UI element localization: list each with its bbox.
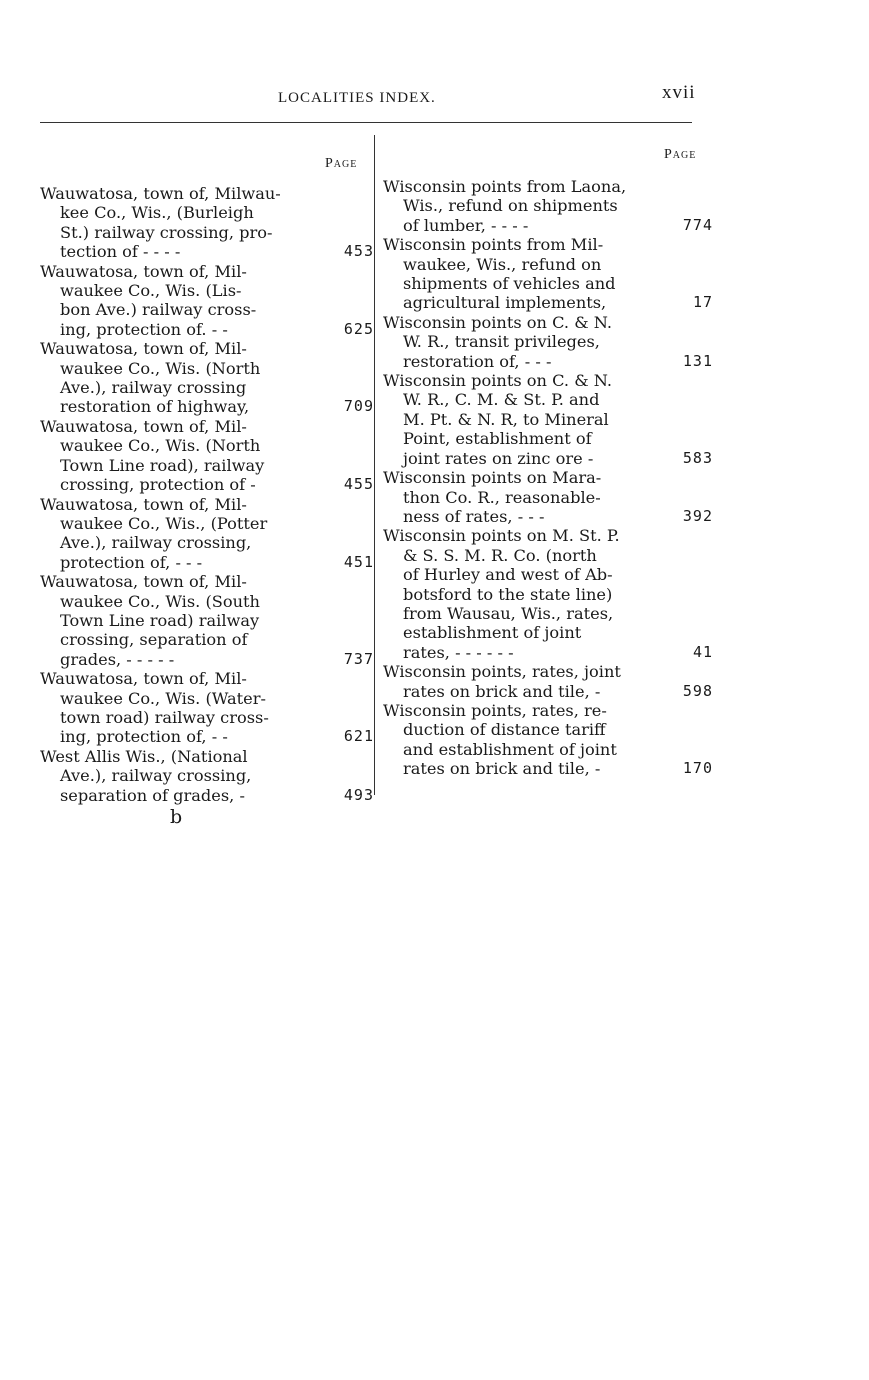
entry-page-number: 455 <box>343 475 374 494</box>
entry-page-number: 493 <box>343 785 374 804</box>
entry-text-line: ing, protection of. - - <box>60 319 228 339</box>
index-entry <box>383 313 713 371</box>
index-entry <box>40 184 380 262</box>
entry-text-line: separation of grades, - <box>60 785 245 805</box>
entry-text-line: Wauwatosa, town of, Milwau- <box>40 184 281 203</box>
entry-page-number: 621 <box>343 727 374 746</box>
entry-text-line: restoration of, - - - <box>403 351 552 371</box>
entry-text-line: crossing, protection of - <box>60 475 256 495</box>
entry-text-line: Town Line road) railway <box>60 610 260 630</box>
index-entry <box>40 495 380 573</box>
entry-text-line: rates on brick and tile, - <box>403 759 601 779</box>
index-entry <box>383 468 713 526</box>
entry-text-line: protection of, - - - <box>60 552 203 572</box>
index-entry <box>383 701 713 779</box>
index-entry <box>40 417 380 495</box>
entry-text-line: Wauwatosa, town of, Mil- <box>40 494 247 514</box>
entry-text-line: Wisconsin points from Mil- <box>383 235 604 255</box>
entry-text-line: of Hurley and west of Ab- <box>403 565 613 585</box>
entry-text-line: establishment of joint <box>403 623 582 643</box>
entry-text-line: restoration of highway, <box>60 397 250 417</box>
entry-text-line: waukee Co., Wis. (Lis- <box>60 281 242 301</box>
entry-text-line: thon Co. R., reasonable- <box>403 487 601 507</box>
entry-text-line: West Allis Wis., (National <box>40 746 248 766</box>
entry-text-line: waukee Co., Wis. (South <box>60 591 260 611</box>
signature-mark: b <box>170 806 183 828</box>
entry-text-line: and establishment of joint <box>403 739 617 759</box>
entry-text-line: waukee Co., Wis., (Potter <box>60 513 268 533</box>
entry-text-line: joint rates on zinc ore - <box>403 448 594 468</box>
entry-text-line: waukee Co., Wis. (North <box>60 358 261 378</box>
entry-text-line: W. R., C. M. & St. P. and <box>403 390 600 410</box>
entry-text-line: waukee Co., Wis. (Water- <box>60 688 266 708</box>
index-entry <box>383 235 713 313</box>
entry-text-line: Wisconsin points, rates, re- <box>383 700 607 720</box>
index-entry <box>383 371 713 468</box>
entry-text-line: Point, establishment of <box>403 429 592 449</box>
entry-page-number: 774 <box>682 215 713 234</box>
entry-page-number: 737 <box>343 649 374 668</box>
right-column-heading: Page <box>664 147 697 162</box>
entry-text-line: Wis., refund on shipments <box>403 196 618 216</box>
entry-text-line: Wauwatosa, town of, Mil- <box>40 261 247 281</box>
entry-text-line: tection of - - - - <box>60 242 181 262</box>
entry-text-line: from Wausau, Wis., rates, <box>403 603 614 623</box>
entry-text-line: agricultural implements, <box>403 293 607 313</box>
entry-text-line: ness of rates, - - - <box>403 506 545 526</box>
page-number: xvii <box>662 82 696 103</box>
entry-text-line: Wisconsin points on C. & N. <box>383 371 613 391</box>
entry-text-line: town road) railway cross- <box>60 707 269 727</box>
entry-text-line: rates on brick and tile, - <box>403 681 601 701</box>
entry-text-line: of lumber, - - - - <box>403 215 529 235</box>
entry-page-number: 392 <box>682 506 713 525</box>
header-rule <box>40 122 692 123</box>
entry-text-line: waukee, Wis., refund on <box>403 254 602 274</box>
entry-text-line: Wauwatosa, town of, Mil- <box>40 416 247 436</box>
entry-text-line: Town Line road), railway <box>60 455 265 475</box>
left-column-heading: Page <box>325 156 358 171</box>
entry-text-line: Wauwatosa, town of, Mil- <box>40 339 247 359</box>
entry-text-line: Ave.), railway crossing <box>60 378 247 398</box>
index-entry <box>383 526 713 662</box>
entry-text-line: & S. S. M. R. Co. (north <box>403 545 597 565</box>
index-entry <box>40 747 380 805</box>
entry-page-number: 451 <box>343 552 374 571</box>
entry-text-line: rates, - - - - - - <box>403 642 514 662</box>
entry-text-line: bon Ave.) railway cross- <box>60 300 257 320</box>
running-head: LOCALITIES INDEX. <box>278 90 436 106</box>
entry-text-line: Wisconsin points, rates, joint <box>383 662 621 682</box>
entry-page-number: 598 <box>682 681 713 700</box>
entry-text-line: grades, - - - - - <box>60 649 175 669</box>
entry-page-number: 17 <box>692 293 713 312</box>
entry-text-line: St.) railway crossing, pro- <box>60 222 273 242</box>
entry-page-number: 453 <box>343 242 374 261</box>
entry-text-line: Wauwatosa, town of, Mil- <box>40 669 247 689</box>
entry-text-line: Wisconsin points from Laona, <box>383 177 627 196</box>
left-index-column <box>40 184 380 805</box>
entry-text-line: ing, protection of, - - <box>60 727 228 747</box>
entry-text-line: Wisconsin points on Mara- <box>383 468 602 488</box>
entry-text-line: Wisconsin points on C. & N. <box>383 312 613 332</box>
entry-text-line: W. R., transit privileges, <box>403 332 600 352</box>
entry-text-line: Wisconsin points on M. St. P. <box>383 526 620 546</box>
entry-page-number: 583 <box>682 448 713 467</box>
right-index-column <box>383 177 713 779</box>
entry-page-number: 625 <box>343 319 374 338</box>
entry-text-line: Wauwatosa, town of, Mil- <box>40 572 247 592</box>
entry-text-line: Ave.), railway crossing, <box>60 533 252 553</box>
entry-page-number: 170 <box>682 759 713 778</box>
index-entry <box>383 177 713 235</box>
entry-text-line: waukee Co., Wis. (North <box>60 436 261 456</box>
entry-page-number: 41 <box>692 642 713 661</box>
entry-text-line: crossing, separation of <box>60 630 248 650</box>
index-entry <box>40 339 380 417</box>
index-entry <box>40 572 380 669</box>
entry-page-number: 131 <box>682 351 713 370</box>
index-entry <box>383 662 713 701</box>
entry-text-line: botsford to the state line) <box>403 584 613 604</box>
entry-text-line: duction of distance tariff <box>403 720 606 740</box>
index-entry <box>40 669 380 747</box>
entry-page-number: 709 <box>343 397 374 416</box>
entry-text-line: shipments of vehicles and <box>403 274 616 294</box>
entry-text-line: Ave.), railway crossing, <box>60 766 252 786</box>
index-entry <box>40 262 380 340</box>
entry-text-line: M. Pt. & N. R, to Mineral <box>403 409 609 429</box>
entry-text-line: kee Co., Wis., (Burleigh <box>60 203 254 223</box>
